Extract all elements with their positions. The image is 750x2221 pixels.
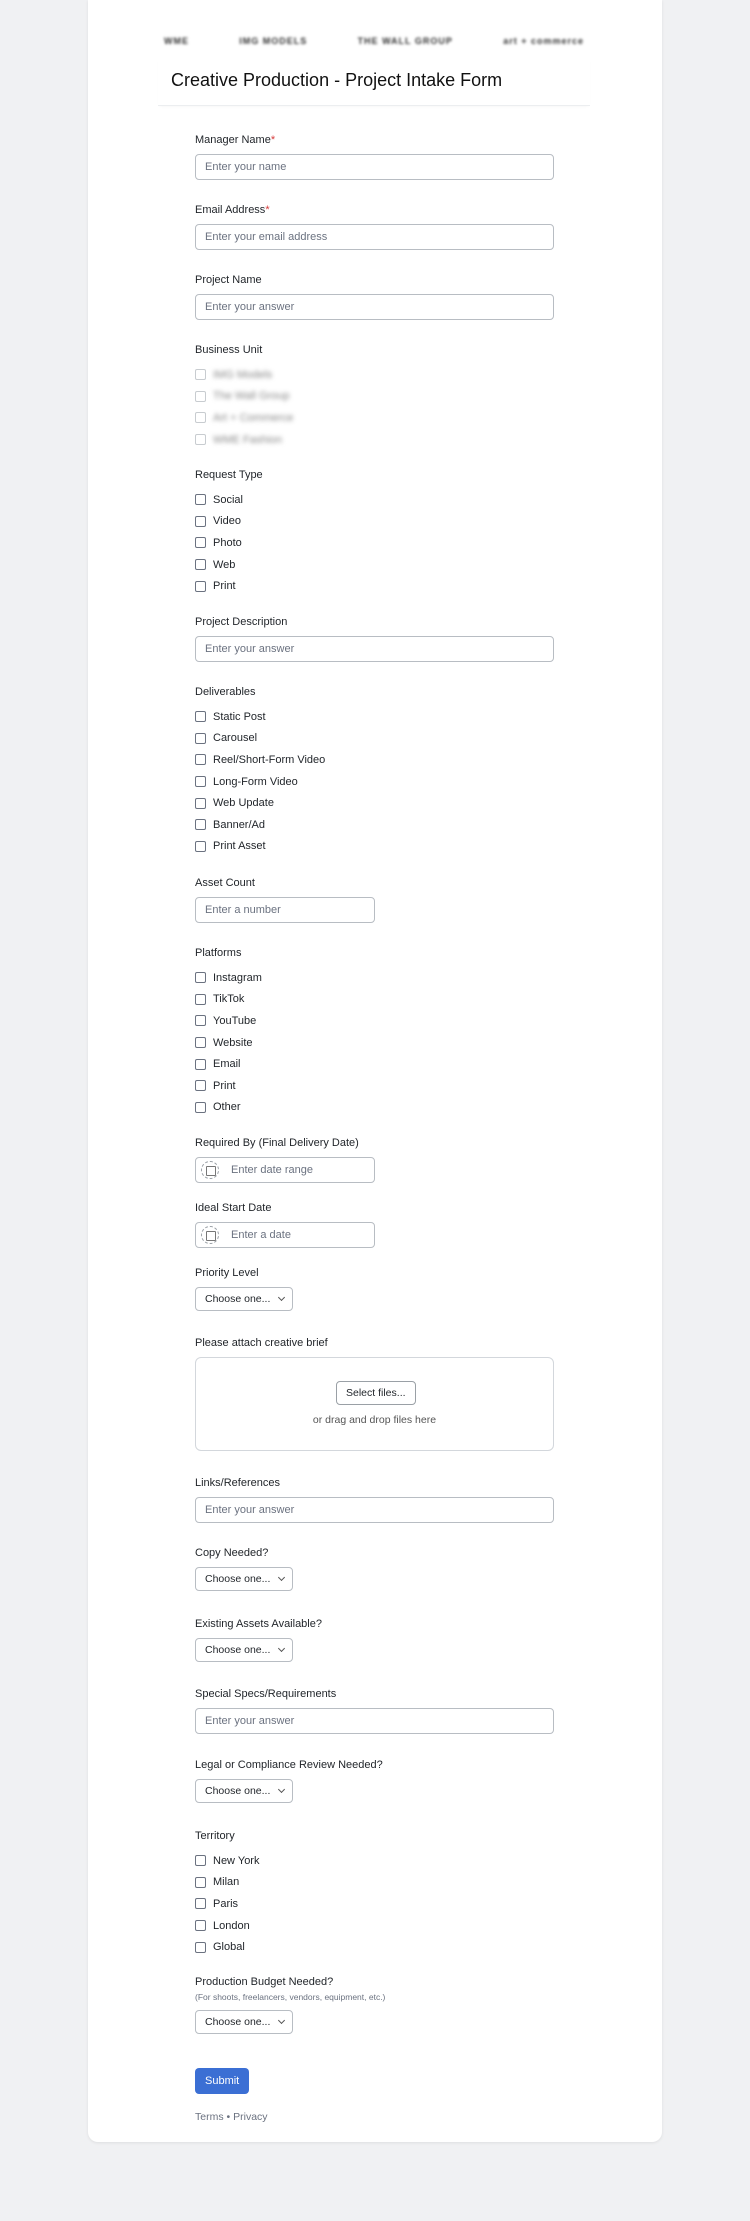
links-input[interactable]: Enter your answer [195,1497,554,1523]
select-files-button[interactable]: Select files... [336,1381,416,1405]
chevron-down-icon [278,1574,285,1581]
checkbox-box[interactable] [195,841,206,852]
existing-assets-select[interactable]: Choose one... [195,1638,293,1662]
field-deliverables [195,685,555,876]
checkbox-global[interactable]: Global [195,1936,555,1958]
label-asset-count: Asset Count [195,877,255,889]
checkbox-box[interactable] [195,1898,206,1909]
checkbox-paris[interactable]: Paris [195,1893,555,1915]
logo-img-models: IMG MODELS [239,36,308,46]
checkbox-box[interactable] [195,1080,206,1091]
label-platforms: Platforms [195,947,242,959]
required-marker: * [265,204,270,216]
checkbox-business-unit[interactable]: IMG Models [195,364,555,386]
chevron-down-icon [278,1294,285,1301]
field-required-by [195,1136,555,1201]
label-required-by: Required By (Final Delivery Date) [195,1137,359,1149]
checkbox-box[interactable] [195,1059,206,1070]
field-territory [195,1829,555,1975]
checkbox-box[interactable] [195,434,206,445]
checkbox-business-unit[interactable]: WME Fashion [195,429,555,451]
label-special-specs: Special Specs/Requirements [195,1688,337,1700]
field-existing-assets [195,1617,555,1687]
checkbox-box[interactable] [195,798,206,809]
privacy-link[interactable]: Privacy [233,2111,268,2123]
legal-review-select[interactable]: Choose one... [195,1779,293,1803]
terms-link[interactable]: Terms [195,2111,224,2123]
checkbox-print-platform[interactable]: Print [195,1075,555,1097]
checkbox-box[interactable] [195,754,206,765]
required-marker: * [270,134,276,146]
checkbox-business-unit[interactable]: The Wall Group [195,386,555,408]
checkbox-box[interactable] [195,1037,206,1048]
checkbox-box[interactable] [195,537,206,548]
checkbox-photo[interactable]: Photo [195,532,555,554]
checkbox-reel[interactable]: Reel/Short-Form Video [195,749,555,771]
checkbox-print-asset[interactable]: Print Asset [195,836,555,858]
project-description-input[interactable]: Enter your answer [195,636,554,662]
field-business-unit [195,343,555,468]
label-ideal-start: Ideal Start Date [195,1202,272,1214]
field-email [195,203,555,273]
checkbox-carousel[interactable]: Carousel [195,728,555,750]
label-business-unit: Business Unit [195,344,263,356]
checkbox-box[interactable] [195,1102,206,1113]
checkbox-web[interactable]: Web [195,554,555,576]
checkbox-box[interactable] [195,1015,206,1026]
logo-wme: WME [164,36,189,46]
priority-select[interactable]: Choose one... [195,1287,293,1311]
checkbox-box[interactable] [195,1942,206,1953]
field-copy-needed [195,1546,555,1617]
checkbox-print[interactable]: Print [195,575,555,597]
submit-area [195,2068,555,2123]
drop-hint: or drag and drop files here [312,1414,437,1426]
checkbox-box[interactable] [195,516,206,527]
checkbox-box[interactable] [195,1877,206,1888]
checkbox-long-form-video[interactable]: Long-Form Video [195,771,555,793]
form-fields [195,133,555,2123]
field-priority [195,1266,555,1336]
manager-name-input[interactable]: Enter your name [195,154,554,180]
field-asset-count [195,876,555,946]
checkbox-box[interactable] [195,972,206,983]
checkbox-box[interactable] [195,1920,206,1931]
checkbox-web-update[interactable]: Web Update [195,792,555,814]
checkbox-tiktok[interactable]: TikTok [195,989,555,1011]
asset-count-input[interactable]: Enter a number [195,897,375,923]
required-by-date-input[interactable]: Enter date range [195,1157,375,1183]
special-specs-input[interactable]: Enter your answer [195,1708,554,1734]
checkbox-new-york[interactable]: New York [195,1850,555,1872]
label-copy-needed: Copy Needed? [195,1547,269,1559]
chevron-down-icon [278,1645,285,1652]
email-input[interactable]: Enter your email address [195,224,554,250]
submit-button[interactable]: Submit [195,2068,249,2094]
checkbox-email[interactable]: Email [195,1053,555,1075]
checkbox-box[interactable] [195,1855,206,1866]
checkbox-website[interactable]: Website [195,1032,555,1054]
form-header [158,56,590,106]
checkbox-box[interactable] [195,391,206,402]
logo-art-commerce: art + commerce [503,36,584,46]
footer-separator: • [226,2111,231,2123]
field-project-name [195,273,555,343]
label-priority: Priority Level [195,1267,259,1279]
checkbox-box[interactable] [195,711,206,722]
label-deliverables: Deliverables [195,686,256,698]
checkbox-box[interactable] [195,412,206,423]
checkbox-business-unit[interactable]: Art + Commerce [195,407,555,429]
calendar-icon[interactable] [201,1226,219,1244]
field-links [195,1476,555,1546]
checkbox-box[interactable] [195,819,206,830]
calendar-icon[interactable] [201,1161,219,1179]
label-project-description: Project Description [195,616,288,628]
field-budget [195,1975,555,2068]
label-existing-assets: Existing Assets Available? [195,1618,322,1630]
field-platforms [195,946,555,1136]
field-project-description [195,615,555,685]
copy-needed-select[interactable]: Choose one... [195,1567,293,1591]
checkbox-social[interactable]: Social [195,489,555,511]
checkbox-box[interactable] [195,369,206,380]
logo-wall-group: THE WALL GROUP [357,36,453,46]
checkbox-box[interactable] [195,494,206,505]
form-title: Creative Production - Project Intake Form [171,70,503,90]
budget-hint: (For shoots, freelancers, vendors, equipment, etc.) [195,1992,386,2002]
checkbox-youtube[interactable]: YouTube [195,1010,555,1032]
label-territory: Territory [195,1830,235,1842]
field-special-specs [195,1687,555,1758]
checkbox-box[interactable] [195,776,206,787]
checkbox-static-post[interactable]: Static Post [195,706,555,728]
label-creative-brief: Please attach creative brief [195,1337,328,1349]
checkbox-box[interactable] [195,559,206,570]
checkbox-london[interactable]: London [195,1915,555,1937]
brand-logos [164,32,584,50]
chevron-down-icon [278,2017,285,2024]
checkbox-box[interactable] [195,581,206,592]
label-legal-review: Legal or Compliance Review Needed? [195,1759,383,1771]
field-manager-name [195,133,555,203]
label-project-name: Project Name [195,274,262,286]
field-legal-review [195,1758,555,1829]
ideal-start-date-input[interactable]: Enter a date [195,1222,375,1248]
field-ideal-start [195,1201,555,1266]
project-name-input[interactable]: Enter your answer [195,294,554,320]
label-budget: Production Budget Needed? [195,1976,334,1988]
field-request-type [195,468,555,615]
field-creative-brief [195,1336,555,1476]
label-email: Email Address [195,204,266,216]
checkbox-box[interactable] [195,994,206,1005]
checkbox-banner-ad[interactable]: Banner/Ad [195,814,555,836]
label-links: Links/References [195,1477,280,1489]
budget-select[interactable]: Choose one... [195,2010,293,2034]
checkbox-other[interactable]: Other [195,1097,555,1119]
chevron-down-icon [278,1786,285,1793]
label-request-type: Request Type [195,469,263,481]
checkbox-milan[interactable]: Milan [195,1872,555,1894]
file-drop-zone[interactable] [195,1357,554,1451]
label-manager-name: Manager Name [195,134,271,146]
checkbox-video[interactable]: Video [195,511,555,533]
checkbox-instagram[interactable]: Instagram [195,967,555,989]
checkbox-box[interactable] [195,733,206,744]
footer-links [195,2111,555,2123]
